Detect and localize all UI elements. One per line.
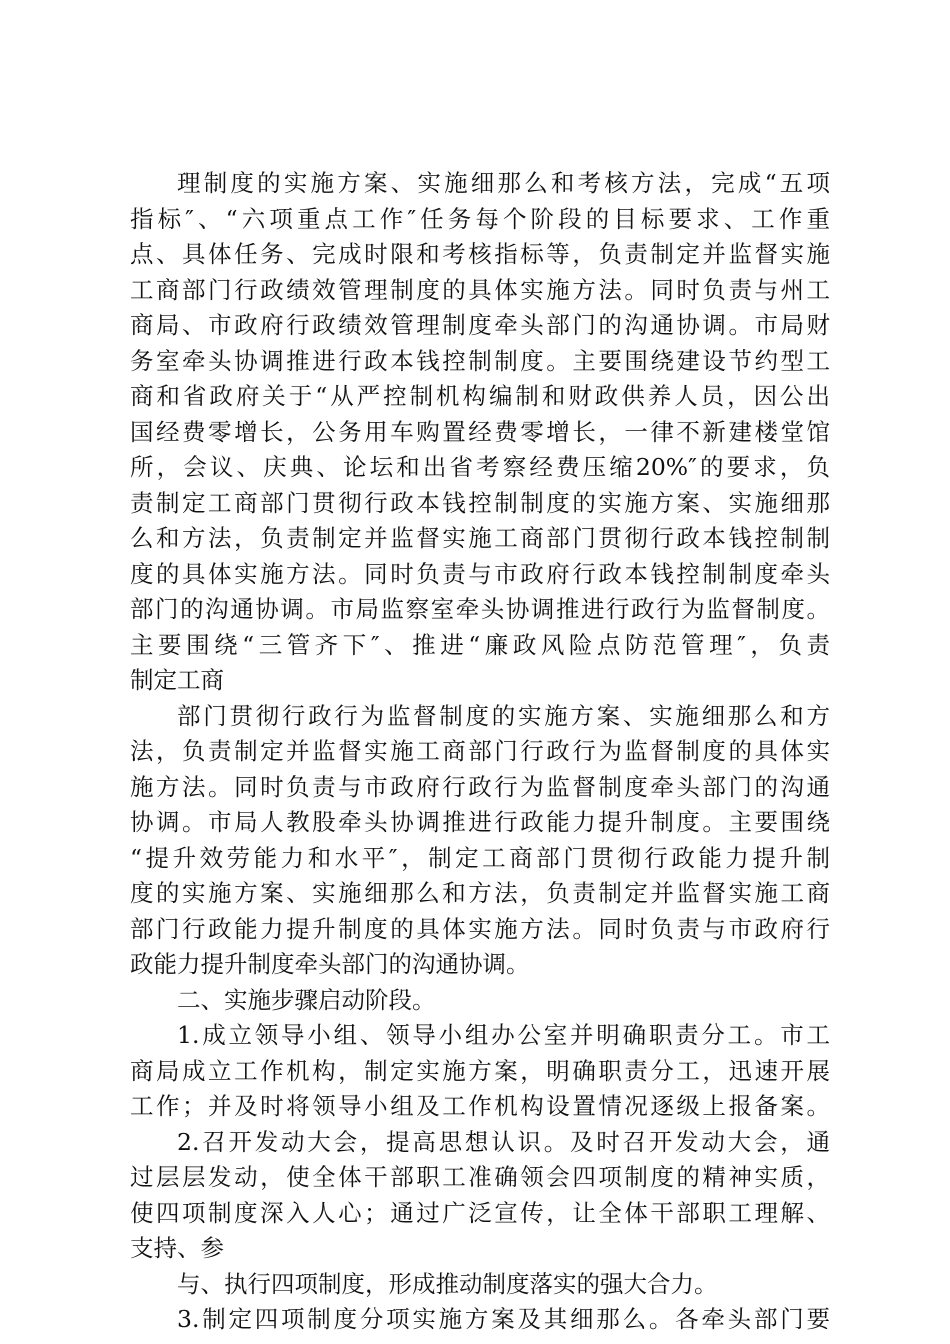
text-line: 度的实施方案、实施细那么和方法，负责制定并监督实施工商 bbox=[130, 879, 830, 907]
text-line: 2.召开发动大会，提高思想认识。及时召开发动大会，通 bbox=[177, 1127, 830, 1156]
text-line: 部门的沟通协调。市局监察室牵头协调推进行政行为监督制度。 bbox=[130, 595, 830, 623]
text-line: 商和省政府关于“从严控制机构编制和财政供养人员，因公出 bbox=[130, 382, 830, 410]
text-line: 主要围绕“三管齐下″、推进“廉政风险点防范管理″，负责 bbox=[130, 630, 830, 659]
text-line: 1.成立领导小组、领导小组办公室并明确职责分工。市工 bbox=[177, 1021, 830, 1049]
text-line: 支持、参 bbox=[130, 1234, 224, 1262]
text-line: “提升效劳能力和水平″，制定工商部门贯彻行政能力提升制 bbox=[130, 843, 830, 872]
text-line: 部门贯彻行政行为监督制度的实施方案、实施细那么和方 bbox=[177, 701, 830, 730]
text-line: 二、实施步骤启动阶段。 bbox=[177, 985, 436, 1014]
text-line: 3.制定四项制度分项实施方案及其细那么。各牵头部门要 bbox=[177, 1305, 830, 1333]
text-line: 制定工商 bbox=[130, 666, 224, 694]
text-line: 点、具体任务、完成时限和考核指标等，负责制定并监督实施 bbox=[130, 240, 830, 268]
text-line: 法，负责制定并监督实施工商部门行政行为监督制度的具体实 bbox=[130, 737, 830, 765]
text-line: 过层层发动，使全体干部职工准确领会四项制度的精神实质， bbox=[130, 1163, 830, 1191]
text-line: 工商部门行政绩效管理制度的具体实施方法。同时负责与州工 bbox=[130, 275, 830, 304]
text-line: 与、执行四项制度，形成推动制度落实的强大合力。 bbox=[177, 1269, 718, 1298]
text-line: 商局成立工作机构，制定实施方案，明确职责分工，迅速开展 bbox=[130, 1056, 830, 1085]
text-line: 指标″、“六项重点工作″任务每个阶段的目标要求、工作重 bbox=[130, 204, 830, 233]
text-line: 责制定工商部门贯彻行政本钱控制制度的实施方案、实施细那 bbox=[130, 488, 830, 517]
text-line: 使四项制度深入人心；通过广泛宣传，让全体干部职工理解、 bbox=[130, 1198, 830, 1227]
text-line: 工作；并及时将领导小组及工作机构设置情况逐级上报备案。 bbox=[130, 1092, 830, 1120]
text-line: 协调。市局人教股牵头协调推进行政能力提升制度。主要围绕 bbox=[130, 808, 830, 836]
text-line: 政能力提升制度牵头部门的沟通协调。 bbox=[130, 950, 530, 978]
text-line: 度的具体实施方法。同时负责与市政府行政本钱控制制度牵头 bbox=[130, 559, 830, 588]
text-line: 理制度的实施方案、实施细那么和考核方法，完成“五项 bbox=[177, 169, 830, 197]
text-line: 国经费零增长，公务用车购置经费零增长，一律不新建楼堂馆 bbox=[130, 417, 830, 446]
text-line: 部门行政能力提升制度的具体实施方法。同时负责与市政府行 bbox=[130, 914, 830, 943]
text-line: 施方法。同时负责与市政府行政行为监督制度牵头部门的沟通 bbox=[130, 772, 830, 801]
text-line: 么和方法，负责制定并监督实施工商部门贯彻行政本钱控制制 bbox=[130, 524, 830, 552]
text-line: 所，会议、庆典、论坛和出省考察经费压缩20%″的要求，负 bbox=[130, 453, 830, 481]
text-line: 商局、市政府行政绩效管理制度牵头部门的沟通协调。市局财 bbox=[130, 311, 830, 339]
document-page bbox=[130, 166, 830, 1338]
text-line: 务室牵头协调推进行政本钱控制制度。主要围绕建设节约型工 bbox=[130, 346, 830, 375]
